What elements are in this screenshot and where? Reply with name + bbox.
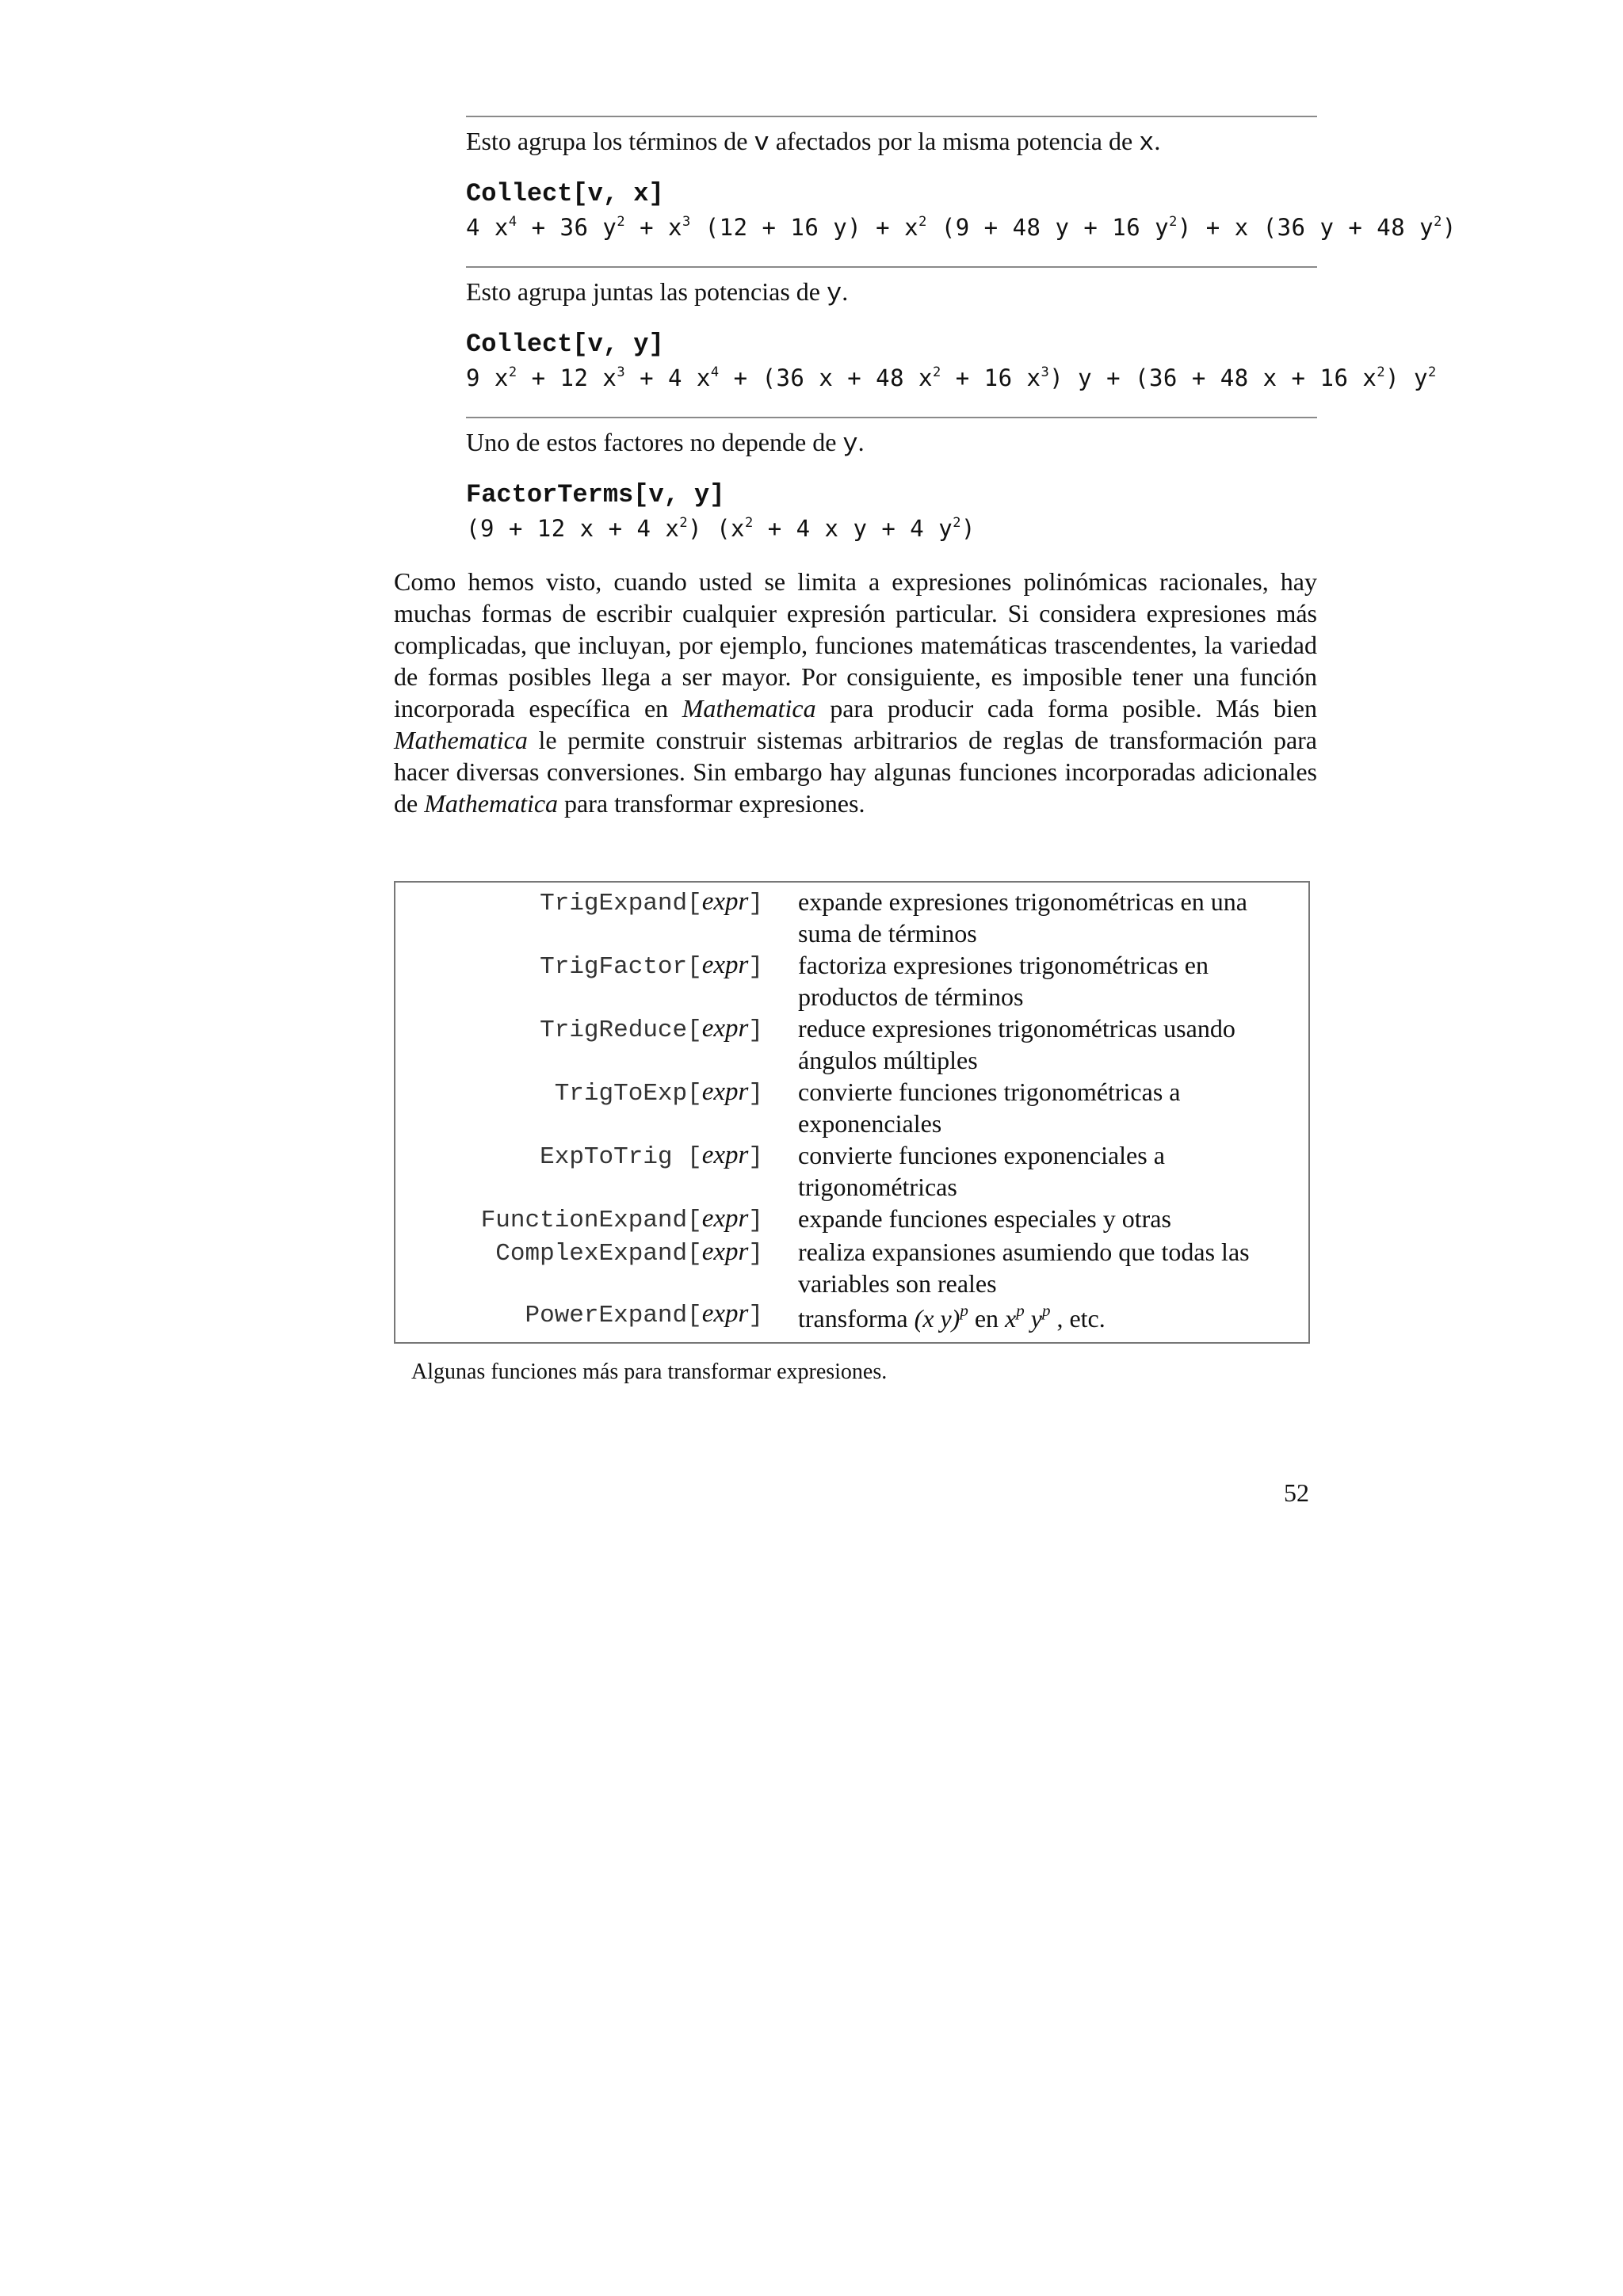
function-name: PowerExpand[expr] bbox=[525, 1299, 763, 1329]
intro-code: y bbox=[842, 429, 858, 459]
input-cell: Collect[v, y] bbox=[466, 330, 664, 359]
section-intro-text bbox=[466, 276, 1317, 310]
output-cell bbox=[466, 212, 1457, 243]
formula-exponent: 2 bbox=[1427, 364, 1437, 380]
formula-text: + 4 x y + 4 y bbox=[753, 515, 953, 542]
formula-text: (9 + 12 x + 4 x bbox=[466, 515, 680, 542]
paragraph-text: para producir cada forma posible. Más bien bbox=[815, 694, 1318, 723]
function-table bbox=[394, 881, 1310, 1344]
table-caption: Algunas funciones más para transformar expresiones. bbox=[411, 1360, 888, 1384]
function-description: reduce expresiones trigonométricas usando ángulos múltiples bbox=[798, 1014, 1235, 1074]
section-intro-text bbox=[466, 426, 1317, 460]
formula-text: (9 + 48 y + 16 y bbox=[926, 214, 1170, 241]
function-name: TrigFactor[expr] bbox=[540, 951, 763, 981]
example-section-collect-x bbox=[466, 116, 1457, 243]
function-name: FunctionExpand[expr] bbox=[480, 1204, 763, 1234]
emphasis-text: Mathematica bbox=[394, 726, 528, 754]
page-number: 52 bbox=[1284, 1478, 1309, 1507]
formula-exponent: 2 bbox=[953, 515, 961, 531]
output-cell bbox=[466, 362, 1437, 394]
formula-exponent: 2 bbox=[745, 515, 754, 531]
function-name: TrigReduce[expr] bbox=[540, 1014, 763, 1044]
formula-text: + (36 x + 48 x bbox=[719, 364, 934, 391]
formula-text: ) + x (36 y + 48 y bbox=[1177, 214, 1434, 241]
function-description: convierte funciones trigonométricas a exponenciales bbox=[798, 1077, 1181, 1138]
intro-code: x bbox=[1139, 128, 1155, 158]
intro-text: Uno de estos factores no depende de bbox=[466, 428, 843, 456]
example-section-factorterms bbox=[466, 417, 1317, 544]
emphasis-text: Mathematica bbox=[682, 694, 816, 723]
formula-exponent: 3 bbox=[682, 214, 691, 230]
function-name: ExpToTrig [expr] bbox=[540, 1141, 763, 1171]
formula-exponent: 2 bbox=[617, 214, 626, 230]
intro-text: . bbox=[1154, 127, 1161, 155]
intro-text: . bbox=[842, 277, 849, 306]
formula-exponent: 2 bbox=[508, 364, 517, 380]
function-description: expande funciones especiales y otras bbox=[798, 1204, 1171, 1233]
paragraph-text: para transformar expresiones. bbox=[558, 789, 865, 818]
formula-exponent: 2 bbox=[933, 364, 941, 380]
section-divider bbox=[466, 266, 1317, 268]
formula-text: + 12 x bbox=[517, 364, 617, 391]
example-section-collect-y bbox=[466, 266, 1437, 394]
intro-text: Esto agrupa juntas las potencias de bbox=[466, 277, 827, 306]
paragraph-text: le permite construir sistemas arbitrarios de reglas de transformación para hacer diversas conversiones. Sin embargo hay algunas funciones incorporadas adicionales de bbox=[394, 726, 1317, 818]
intro-text: Esto agrupa los términos de bbox=[466, 127, 754, 155]
formula-text: + x bbox=[625, 214, 682, 241]
formula-text: + 16 x bbox=[941, 364, 1041, 391]
formula-text: ) y bbox=[1385, 364, 1428, 391]
intro-text: . bbox=[857, 428, 865, 456]
formula-exponent: 2 bbox=[1434, 214, 1442, 230]
function-description: transforma (x y)$^p$ en $x^p$ $y^p$ , etc. bbox=[798, 1301, 1106, 1333]
emphasis-text: Mathematica bbox=[424, 789, 559, 818]
formula-text: + 36 y bbox=[517, 214, 617, 241]
section-divider bbox=[466, 116, 1317, 117]
formula-exponent: 4 bbox=[710, 364, 720, 380]
formula-exponent: 2 bbox=[679, 515, 689, 531]
body-paragraph bbox=[394, 566, 1317, 819]
section-intro-text bbox=[466, 125, 1317, 159]
formula-exponent: 2 bbox=[1169, 214, 1178, 230]
formula-text: ) y + (36 + 48 x + 16 x bbox=[1049, 364, 1377, 391]
formula-text: + 4 x bbox=[625, 364, 711, 391]
formula-text: ) bbox=[1442, 214, 1457, 241]
function-description: convierte funciones exponenciales a trigonométricas bbox=[798, 1141, 1165, 1201]
input-cell: FactorTerms[v, y] bbox=[466, 480, 725, 509]
formula-text: 4 x bbox=[466, 214, 509, 241]
intro-code: v bbox=[754, 128, 769, 158]
formula-exponent: 3 bbox=[617, 364, 626, 380]
section-divider bbox=[466, 417, 1317, 418]
formula-text: ) (x bbox=[688, 515, 745, 542]
formula-text: 9 x bbox=[466, 364, 509, 391]
formula-exponent: 2 bbox=[918, 214, 927, 230]
formula-exponent: 2 bbox=[1377, 364, 1386, 380]
output-cell bbox=[466, 513, 1317, 544]
formula-text: ) bbox=[960, 515, 976, 542]
function-name: TrigExpand[expr] bbox=[540, 887, 763, 917]
intro-text: afectados por la misma potencia de bbox=[769, 127, 1140, 155]
formula-exponent: 3 bbox=[1041, 364, 1050, 380]
function-description: realiza expansiones asumiendo que todas las variables son reales bbox=[798, 1238, 1250, 1298]
intro-code: y bbox=[826, 279, 842, 308]
paragraph-text: Como hemos visto, cuando usted se limita a expresiones polinómicas racionales, hay muchas formas de escribir cualquier expresión particular. Si considera expresiones más complicadas, que incluyan, por ejemplo, funciones matemáticas trascendentes, la variedad de formas posibles llega a ser mayor. Por consiguiente, es imposible tener una función incorporada específica en bbox=[394, 567, 1317, 723]
function-description: expande expresiones trigonométricas en una suma de términos bbox=[798, 887, 1247, 948]
formula-exponent: 4 bbox=[508, 214, 517, 230]
function-name: ComplexExpand[expr] bbox=[495, 1238, 763, 1268]
function-name: TrigToExp[expr] bbox=[554, 1077, 763, 1108]
formula-text: (12 + 16 y) + x bbox=[690, 214, 919, 241]
function-description: factoriza expresiones trigonométricas en productos de términos bbox=[798, 951, 1209, 1011]
input-cell: Collect[v, x] bbox=[466, 179, 664, 208]
